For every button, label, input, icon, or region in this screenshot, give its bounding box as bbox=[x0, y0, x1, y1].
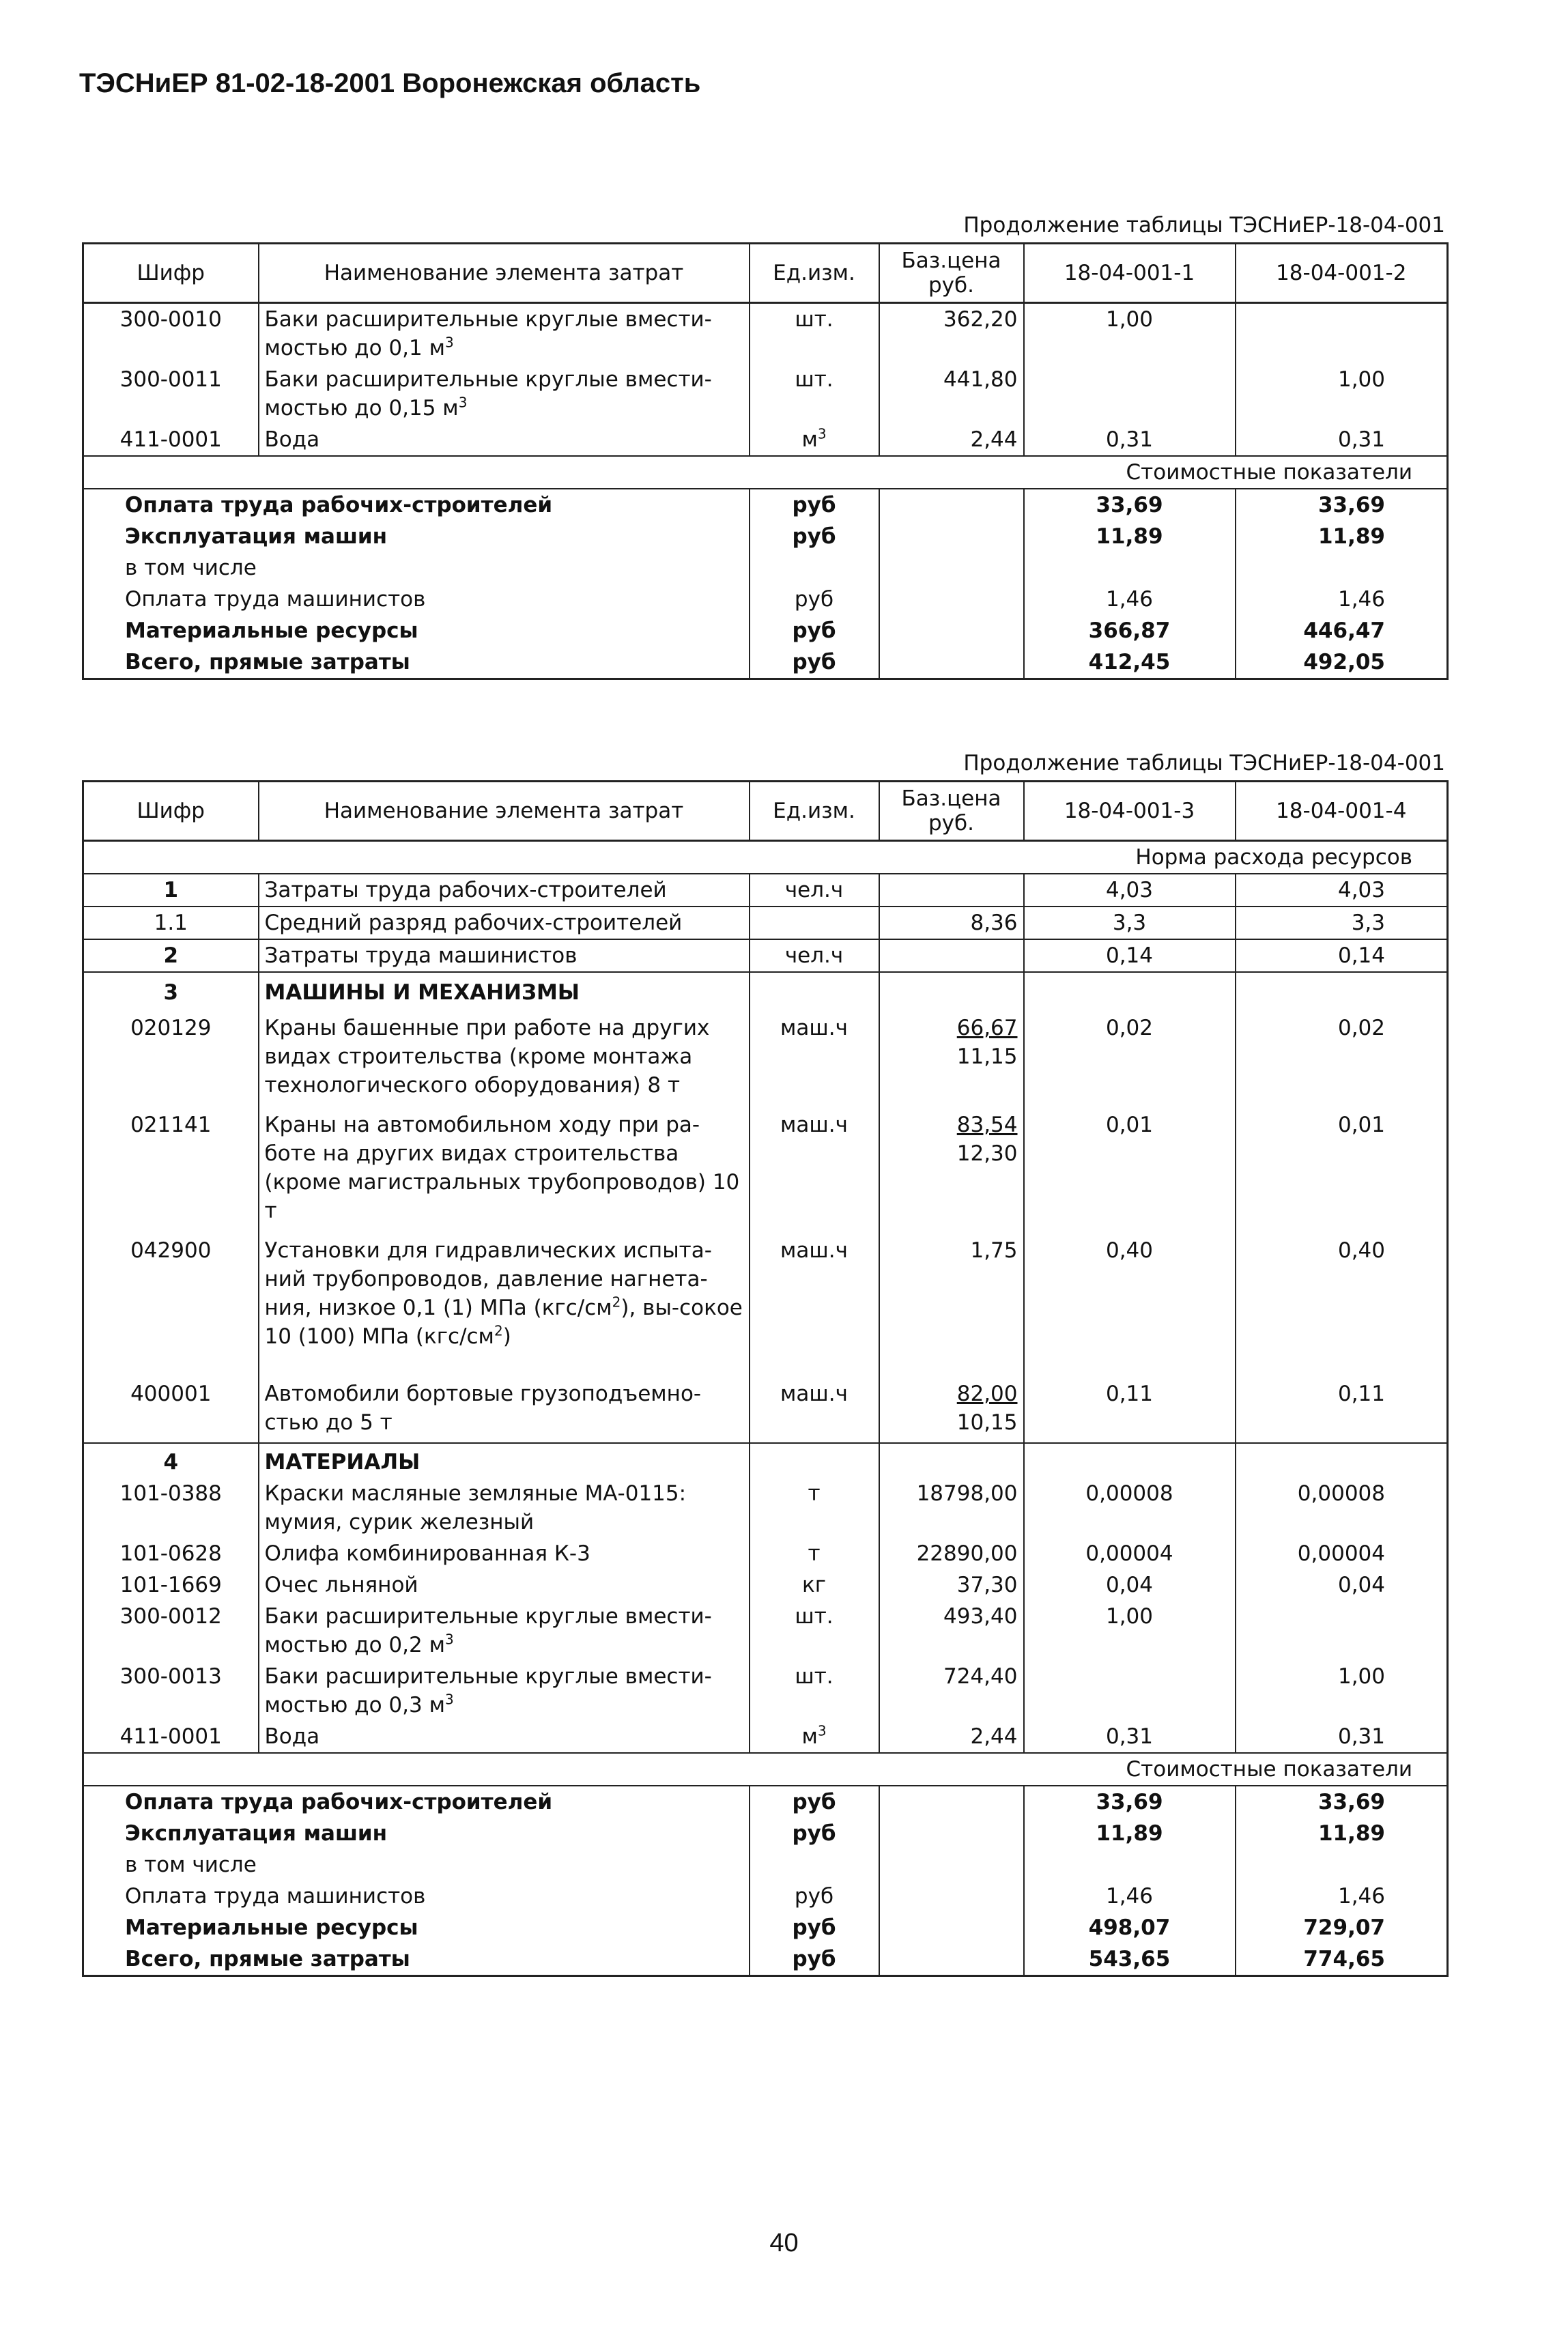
table-row: 1.1 Средний разряд рабочих-строителей 8,36 3,3 3,3 bbox=[83, 907, 1448, 939]
band-resource-norm: Норма расхода ресурсов bbox=[83, 841, 1448, 874]
table-row: 411-0001 Вода $м^3$ 2,44 0,31 0,31 bbox=[83, 1721, 1448, 1753]
table-row: 021141 Краны на автомобильном ходу при ра-боте на других видах строительства (кроме магистральных трубопроводов) 10 т маш.ч 83,54 12,30 0,01 0,01 bbox=[83, 1101, 1448, 1227]
table1-continuation: Продолжение таблицы ТЭСНиЕР-18-04-001 bbox=[963, 213, 1445, 238]
col-unit-header: Ед.изм. bbox=[750, 782, 879, 841]
page-header: ТЭСНиЕР 81-02-18-2001 Воронежская область bbox=[79, 68, 701, 98]
col-name-header: Наименование элемента затрат bbox=[259, 244, 750, 303]
summary-row: Материальные ресурсы руб 366,87 446,47 bbox=[83, 615, 1448, 646]
band-cost-indicators: Стоимостные показатели bbox=[83, 456, 1448, 489]
summary-row: Всего, прямые затраты руб 412,45 492,05 bbox=[83, 646, 1448, 679]
col-price-header: Баз.цена руб. bbox=[879, 782, 1024, 841]
table-row: 300-0010 Баки расширительные круглые вмести-мостью до 0,1 $м^3$ шт. 362,20 1,00 bbox=[83, 303, 1448, 365]
section-header: 4 МАТЕРИАЛЫ bbox=[83, 1443, 1448, 1478]
col-2-header: 18-04-001-4 bbox=[1236, 782, 1448, 841]
col-code-header: Шифр bbox=[83, 244, 259, 303]
table-row: 101-0388 Краски масляные земляные МА-0115: мумия, сурик железный т 18798,00 0,00008 0,00008 bbox=[83, 1478, 1448, 1538]
summary-row: Оплата труда машинистов руб 1,46 1,46 bbox=[83, 584, 1448, 615]
summary-row: в том числе bbox=[83, 552, 1448, 584]
summary-row: Эксплуатация машин руб 11,89 11,89 bbox=[83, 521, 1448, 552]
table-row: 1 Затраты труда рабочих-строителей чел.ч 4,03 4,03 bbox=[83, 874, 1448, 907]
col-name-header: Наименование элемента затрат bbox=[259, 782, 750, 841]
table-row: 2 Затраты труда машинистов чел.ч 0,14 0,14 bbox=[83, 939, 1448, 972]
col-unit-header: Ед.изм. bbox=[750, 244, 879, 303]
summary-row: Всего, прямые затраты руб 543,65 774,65 bbox=[83, 1943, 1448, 1976]
table2-continuation: Продолжение таблицы ТЭСНиЕР-18-04-001 bbox=[963, 751, 1445, 775]
summary-row: Оплата труда машинистов руб 1,46 1,46 bbox=[83, 1881, 1448, 1912]
col-1-header: 18-04-001-3 bbox=[1024, 782, 1236, 841]
summary-row: в том числе bbox=[83, 1849, 1448, 1881]
col-2-header: 18-04-001-2 bbox=[1236, 244, 1448, 303]
summary-row: Эксплуатация машин руб 11,89 11,89 bbox=[83, 1818, 1448, 1849]
table-row: 300-0011 Баки расширительные круглые вмести-мостью до 0,15 $м^3$ шт. 441,80 1,00 bbox=[83, 364, 1448, 424]
table-row: 020129 Краны башенные при работе на других видах строительства (кроме монтажа технологического оборудования) 8 т маш.ч 66,67 11,15 0,02 0,02 bbox=[83, 1008, 1448, 1101]
col-1-header: 18-04-001-1 bbox=[1024, 244, 1236, 303]
col-code-header: Шифр bbox=[83, 782, 259, 841]
table-row: 042900 Установки для гидравлических испыта-ний трубопроводов, давление нагнета-ния, низкое 0,1 (1) МПа $(кгс/см^2)$, вы-сокое 10 (100) МПа $(кгс/см^2)$ маш.ч 1,75 0,40 0,40 bbox=[83, 1227, 1448, 1378]
col-price-header: Баз.цена руб. bbox=[879, 244, 1024, 303]
page-number: 40 bbox=[769, 2229, 799, 2257]
table-row: 400001 Автомобили бортовые грузоподъемно-стью до 5 т маш.ч 82,00 10,15 0,11 0,11 bbox=[83, 1378, 1448, 1443]
band-cost-indicators: Стоимостные показатели bbox=[83, 1753, 1448, 1786]
summary-row: Оплата труда рабочих-строителей руб 33,69 33,69 bbox=[83, 1786, 1448, 1818]
table2 bbox=[82, 780, 1449, 1977]
summary-row: Материальные ресурсы руб 498,07 729,07 bbox=[83, 1912, 1448, 1943]
table-row: 300-0013 Баки расширительные круглые вмести-мостью до 0,3 $м^3$ шт. 724,40 1,00 bbox=[83, 1661, 1448, 1721]
table1 bbox=[82, 242, 1449, 680]
table-row: 101-1669 Очес льняной кг 37,30 0,04 0,04 bbox=[83, 1569, 1448, 1601]
table-row: 101-0628 Олифа комбинированная К-3 т 22890,00 0,00004 0,00004 bbox=[83, 1538, 1448, 1569]
summary-row: Оплата труда рабочих-строителей руб 33,69 33,69 bbox=[83, 489, 1448, 521]
section-header: 3 МАШИНЫ И МЕХАНИЗМЫ bbox=[83, 972, 1448, 1008]
table-row: 411-0001 Вода $м^3$ 2,44 0,31 0,31 bbox=[83, 424, 1448, 456]
table-row: 300-0012 Баки расширительные круглые вмести-мостью до 0,2 $м^3$ шт. 493,40 1,00 bbox=[83, 1601, 1448, 1661]
